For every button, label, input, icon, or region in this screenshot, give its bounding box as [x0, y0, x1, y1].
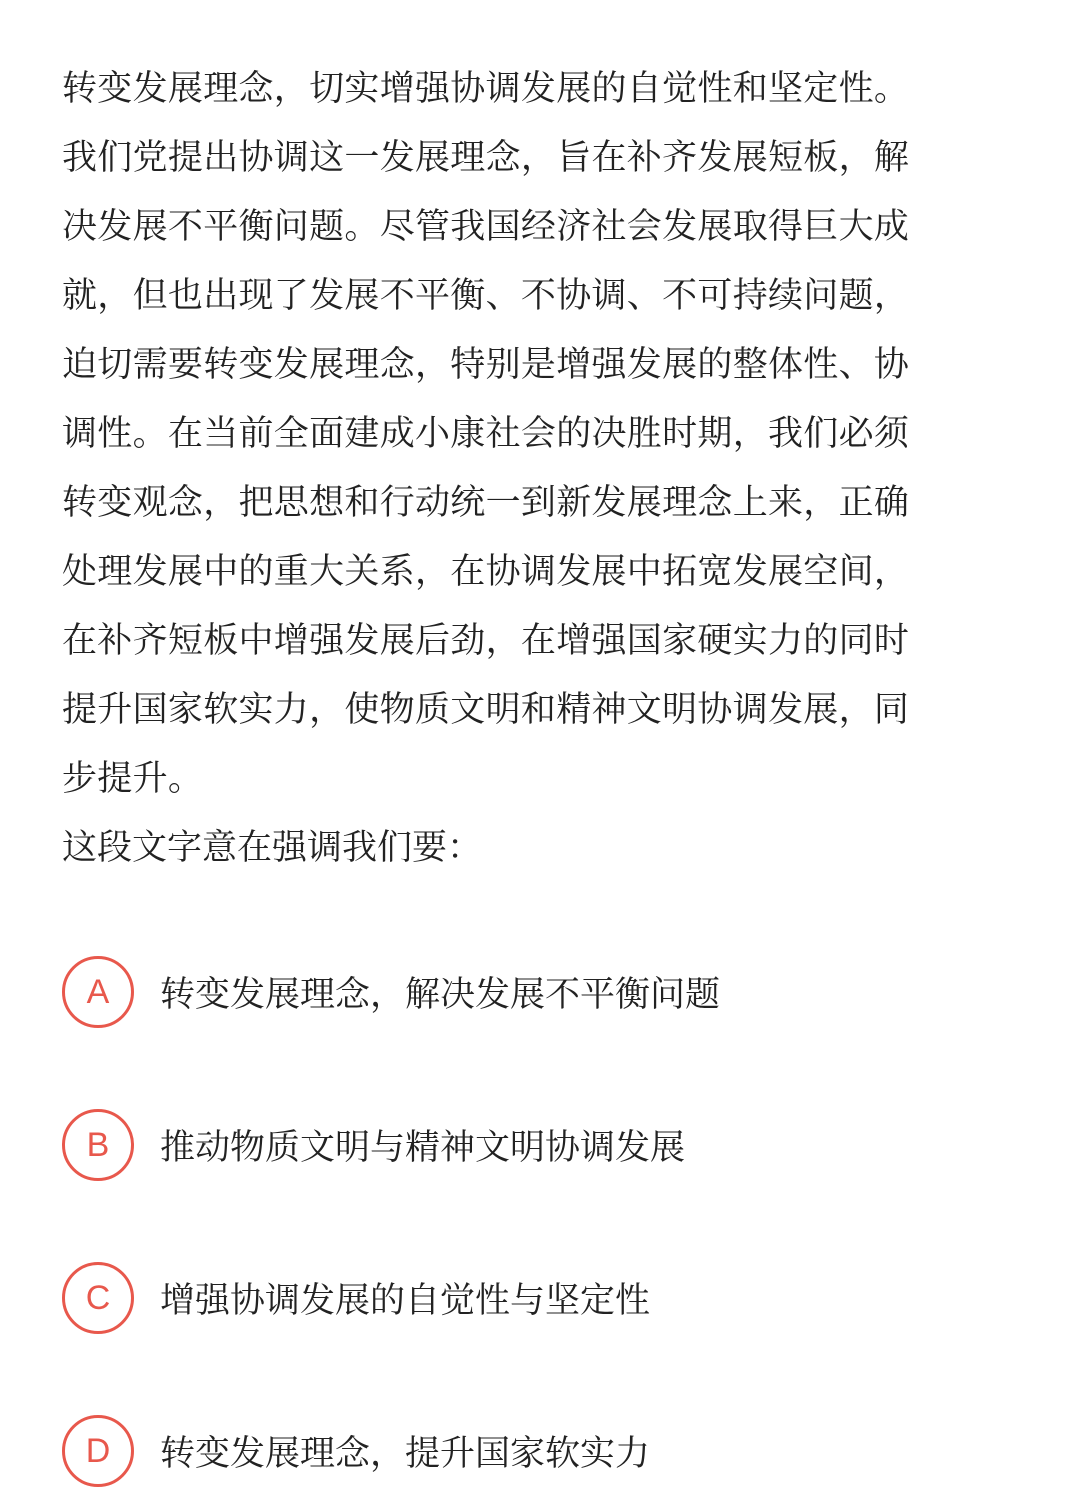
passage-line: 处理发展中的重大关系，在协调发展中拓宽发展空间，	[62, 552, 910, 592]
option-c-badge[interactable]: C	[62, 1262, 134, 1334]
passage-line: 提升国家软实力，使物质文明和精神文明协调发展，同	[62, 690, 910, 730]
passage-line: 迫切需要转变发展理念，特别是增强发展的整体性、协	[62, 345, 910, 385]
option-a-badge[interactable]: A	[62, 956, 134, 1028]
passage-line: 在补齐短板中增强发展后劲，在增强国家硬实力的同时	[62, 621, 910, 661]
passage-line: 调性。在当前全面建成小康社会的决胜时期，我们必须	[62, 414, 910, 454]
passage-line: 转变观念，把思想和行动统一到新发展理念上来，正确	[62, 483, 910, 523]
option-b-badge[interactable]: B	[62, 1109, 134, 1181]
passage-line: 步提升。	[62, 759, 204, 799]
option-d[interactable]	[62, 1411, 1022, 1491]
option-a[interactable]	[62, 952, 1022, 1032]
question-prompt: 这段文字意在强调我们要：	[62, 828, 483, 868]
option-c[interactable]	[62, 1258, 1022, 1338]
passage-line: 决发展不平衡问题。尽管我国经济社会发展取得巨大成	[62, 207, 910, 247]
option-b[interactable]	[62, 1105, 1022, 1185]
option-a-text[interactable]: 转变发展理念，解决发展不平衡问题	[160, 975, 721, 1015]
option-d-badge[interactable]: D	[62, 1415, 134, 1487]
passage-line: 转变发展理念，切实增强协调发展的自觉性和坚定性。	[62, 69, 910, 109]
option-b-text[interactable]: 推动物质文明与精神文明协调发展	[160, 1128, 686, 1168]
question-stem	[62, 55, 1002, 883]
option-c-text[interactable]: 增强协调发展的自觉性与坚定性	[160, 1281, 651, 1321]
passage-line: 就，但也出现了发展不平衡、不协调、不可持续问题，	[62, 276, 910, 316]
passage-line: 我们党提出协调这一发展理念，旨在补齐发展短板，解	[62, 138, 910, 178]
option-d-text[interactable]: 转变发展理念，提升国家软实力	[160, 1434, 651, 1474]
